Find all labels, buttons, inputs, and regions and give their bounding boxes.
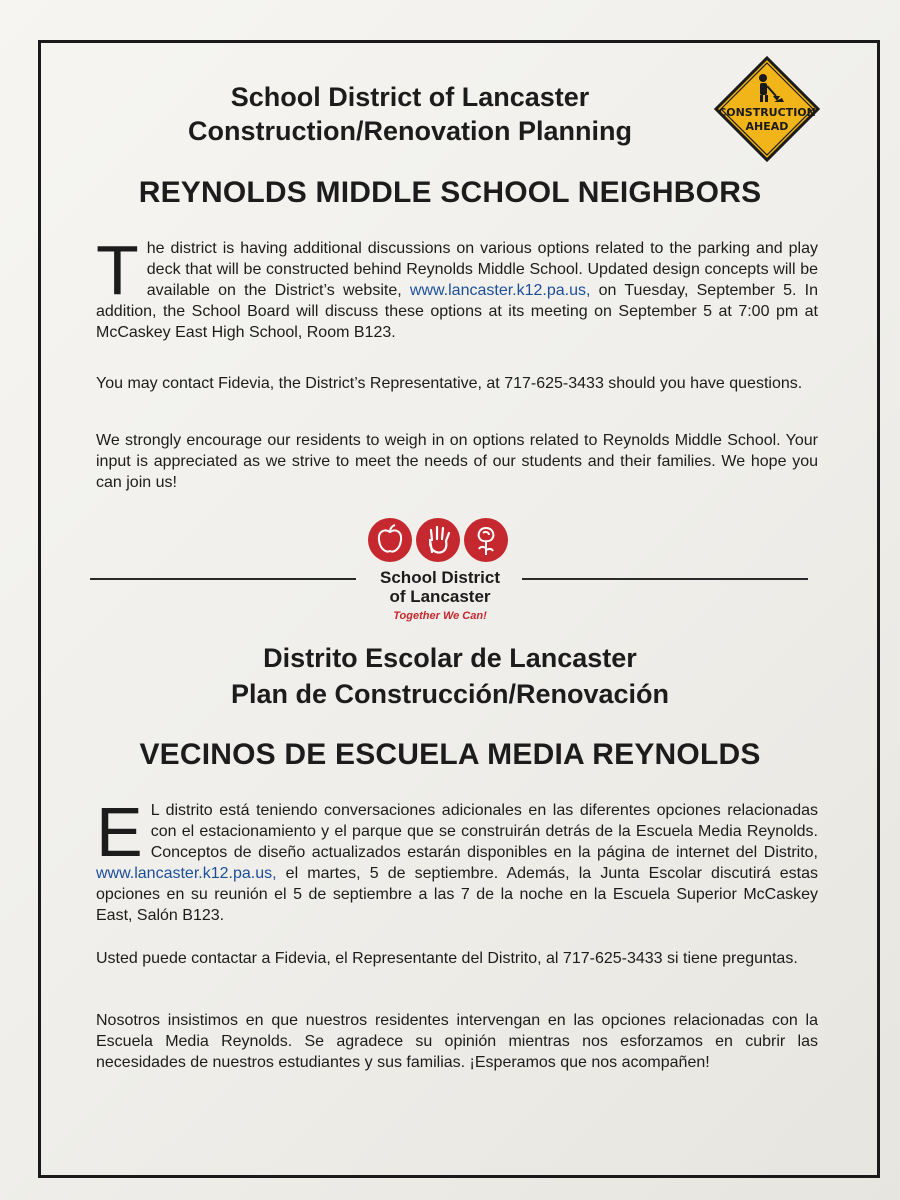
divider-left (90, 578, 356, 580)
apple-icon (368, 518, 412, 562)
english-paragraph-2: You may contact Fidevia, the District’s Representative, at 717-625-3433 should you have questions. (96, 375, 803, 392)
logo-name (360, 568, 520, 606)
district-logo (360, 518, 520, 634)
sign-line2: AHEAD (745, 120, 789, 133)
sign-line1: CONSTRUCTION (718, 106, 816, 119)
spanish-district-website-link[interactable]: www.lancaster.k12.pa.us, (96, 865, 277, 882)
spanish-paragraph-3: Nosotros insistimos en que nuestros residentes intervengan en las opciones relacionadas con la Escuela Media Reynolds. Se agradece su opinión mientras nos esforzamos en cubrir las necesidades de nuestros estudiantes y sus familias. ¡Esperamos que nos acompañen! (96, 1012, 818, 1071)
english-p1-text-end: on Tuesday, September 5. In addition, the School Board will discuss these options at its meeting on September 5 at 7:00 pm at McCaskey East High School, Room B123. (96, 282, 819, 341)
english-headline: REYNOLDS MIDDLE SCHOOL NEIGHBORS (138, 176, 762, 209)
spanish-p1-text: L distrito está teniendo conversaciones adicionales en las diferentes opciones relacionadas con el estacionamiento y el parque que se construirán detrás de la Escuela Media Reynolds. Conceptos de diseño actualizados estarán disponibles en la página de internet del Distrito, (150, 802, 818, 861)
spanish-p1-text-end: el martes, 5 de septiembre. Además, la Junta Escolar discutirá estas opciones en su reunión el 5 de septiembre a las 7 de la noche en la Escuela Superior McCaskey East, Salón B123. (96, 865, 818, 924)
english-p1-text: he district is having additional discussions on various options related to the parking and play deck that will be constructed behind Reynolds Middle School. Updated design concepts will be available on the District’s website, (146, 240, 818, 299)
logo-tagline: Together We Can! (393, 610, 487, 622)
divider-right (522, 578, 808, 580)
spanish-title-line2: Plan de Construcción/Renovación (230, 679, 670, 709)
logo-name-line2: of Lancaster (389, 587, 491, 606)
spanish-paragraph-2: Usted puede contactar a Fidevia, el Representante del Distrito, al 717-625-3433 si tiene preguntas. (96, 950, 798, 967)
spanish-dropcap: E (96, 793, 143, 871)
english-title-line1: School District of Lancaster (230, 82, 590, 112)
english-title-line2: Construction/Renovation Planning (188, 116, 632, 146)
rose-icon (464, 518, 508, 562)
logo-name-line1: School District (380, 568, 500, 587)
english-paragraph-1 (96, 231, 819, 343)
spanish-title-line1: Distrito Escolar de Lancaster (263, 643, 637, 673)
english-dropcap: T (96, 231, 139, 309)
english-district-website-link[interactable]: www.lancaster.k12.pa.us, (409, 282, 591, 299)
english-paragraph-3: We strongly encourage our residents to weigh in on options related to Reynolds Middle School. Your input is appreciated as we strive to meet the needs of our students and their families. We hope you can join us! (96, 432, 818, 491)
hand-icon (416, 518, 460, 562)
construction-ahead-sign-icon (714, 56, 820, 162)
spanish-paragraph-1 (96, 793, 818, 926)
spanish-headline: VECINOS DE ESCUELA MEDIA REYNOLDS (139, 738, 761, 771)
